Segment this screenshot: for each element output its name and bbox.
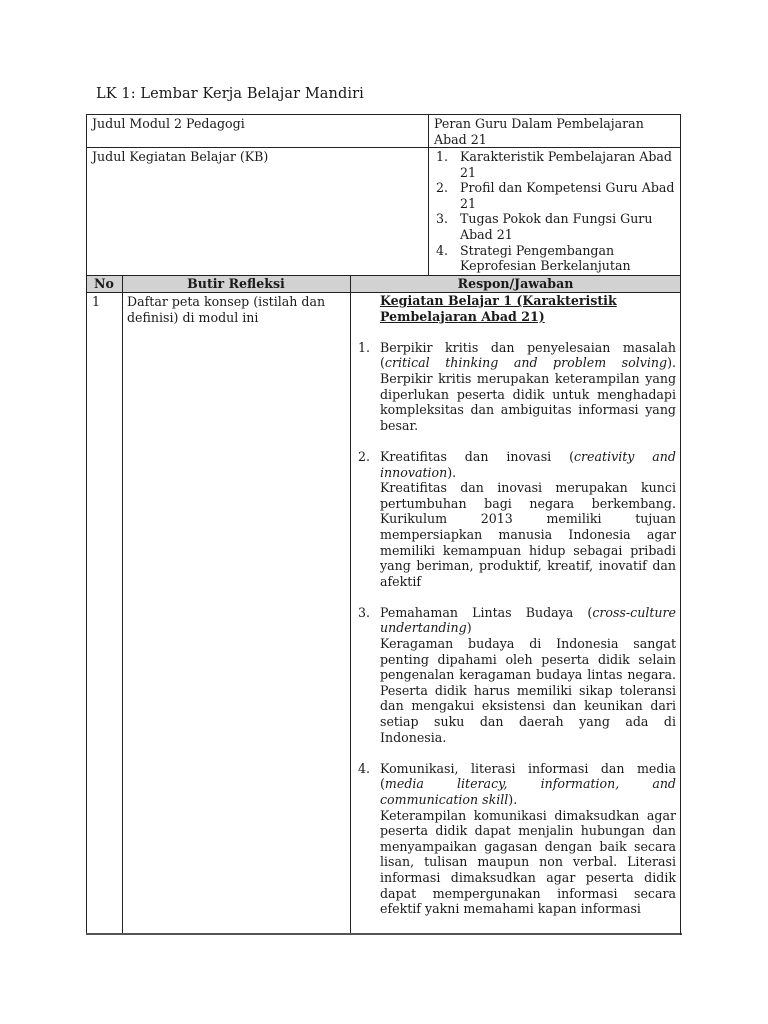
header-butir: Butir Refleksi bbox=[187, 276, 285, 291]
row-no: 1 bbox=[92, 294, 101, 309]
kb-item: 4. Strategi Pengembangan Keprofesian Berkelanjutan bbox=[436, 242, 631, 274]
kb-item: 2. Profil dan Kompetensi Guru Abad 21 bbox=[436, 180, 675, 211]
respon-item-2: 2. Kreatifitas dan inovasi (creativity and innovation). Kreatifitas dan inovasi merupakan kunci pertumbuhan bagi negara berkembang. Kurikulum 2013 memiliki tujuan mempersiapkan manusia Indonesia agar memiliki kemampuan hidup sebagai pribadi yang beriman, produktif, kreatif, inovatif dan afektif bbox=[358, 448, 676, 589]
col-divider-no bbox=[122, 275, 123, 935]
row-butir: Daftar peta konsep (istilah dan definisi) di modul ini bbox=[127, 294, 326, 325]
kb-list bbox=[436, 149, 678, 274]
respon-item-1: 1. Berpikir kritis dan penyelesaian masalah (critical thinking and problem solving). Berpikir kritis merupakan keterampilan yang diperlukan peserta didik untuk menghadapi kompleksitas dan ambiguitas informasi yang besar. bbox=[358, 339, 676, 433]
section-title: Kegiatan Belajar 1 (Karakteristik Pembelajaran Abad 21) bbox=[380, 293, 617, 324]
respon-item-4: 4. Komunikasi, literasi informasi dan media (media literacy, information, and communication skill). Keterampilan komunikasi dimaksudkan agar peserta didik dapat menjalin hubungan dan menyampaikan gagasan dengan baik secara lisan, tulisan maupun non verbal. Literasi informasi dimaksudkan agar peserta didik dapat mempergunakan informasi secara efektif yakni memahami kapan informasi bbox=[358, 760, 676, 917]
modul-label: Judul Modul 2 Pedagogi bbox=[92, 116, 245, 131]
table-right-border bbox=[680, 275, 681, 935]
kb-item: 1. Karakteristik Pembelajaran Abad 21 bbox=[436, 149, 672, 180]
row-respon bbox=[358, 293, 676, 932]
page-title: LK 1: Lembar Kerja Belajar Mandiri bbox=[96, 86, 364, 102]
table-bottom-border bbox=[86, 933, 682, 935]
header-respon: Respon/Jawaban bbox=[457, 276, 574, 291]
col-divider-butir bbox=[350, 275, 351, 935]
kb-item: 3. Tugas Pokok dan Fungsi Guru Abad 21 bbox=[436, 211, 653, 242]
page-bottom-mask bbox=[351, 933, 681, 1024]
respon-item-3: 3. Pemahaman Lintas Budaya (cross-culture undertanding) Keragaman budaya di Indonesia sangat penting dipahami oleh peserta didik selain pengenalan keragaman budaya lintas negara. Peserta didik harus memiliki sikap toleransi dan mengakui eksistensi dan keunikan dari setiap suku dan daerah yang ada di Indonesia. bbox=[358, 604, 676, 745]
modul-value: Peran Guru Dalam Pembelajaran Abad 21 bbox=[434, 116, 644, 147]
kb-label: Judul Kegiatan Belajar (KB) bbox=[92, 149, 269, 164]
header-no: No bbox=[94, 276, 114, 291]
info-table-divider bbox=[428, 114, 429, 276]
